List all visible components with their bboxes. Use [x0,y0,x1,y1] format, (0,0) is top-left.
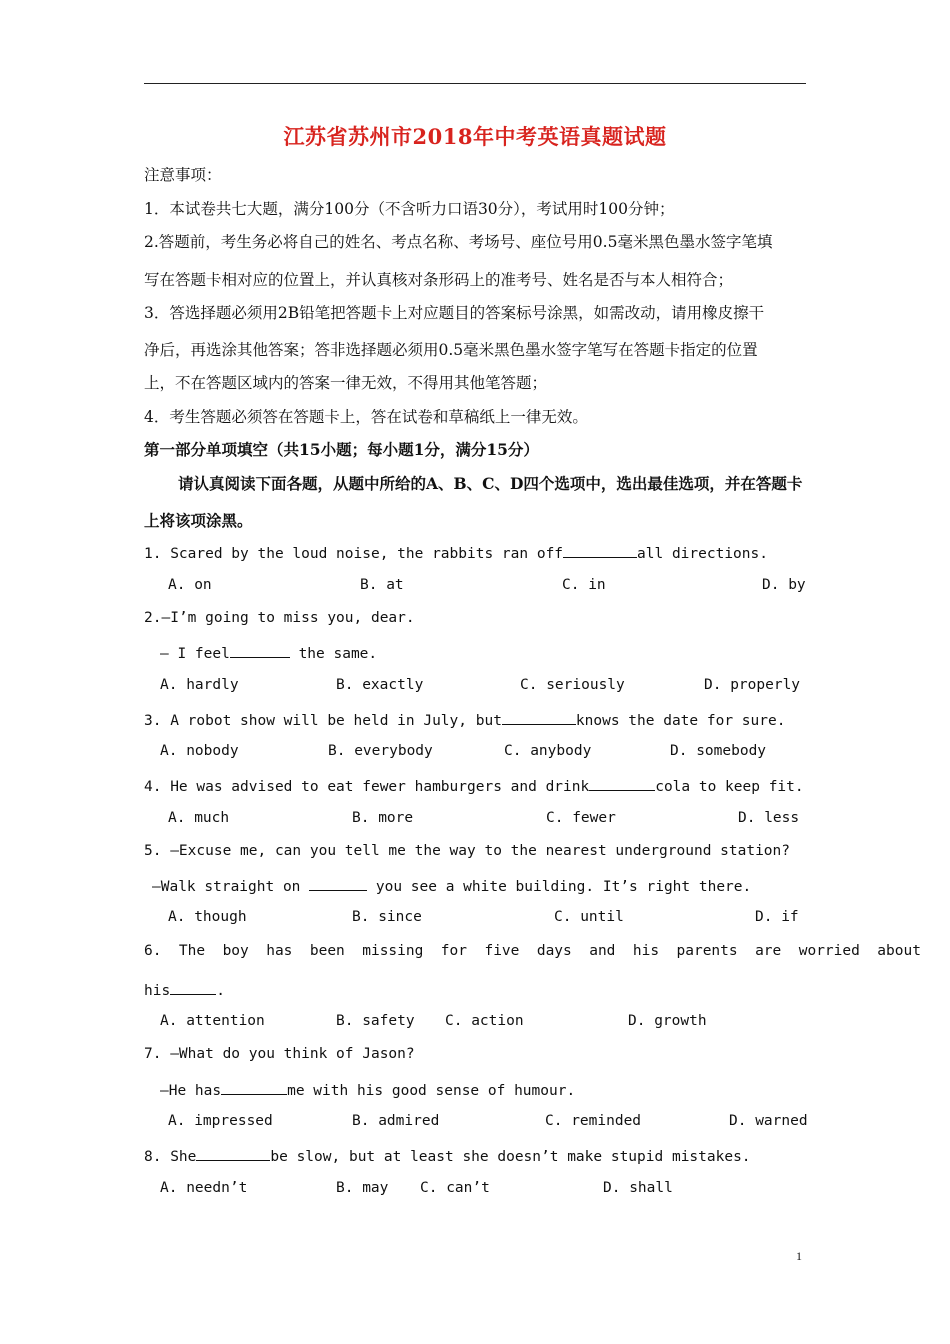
header-rule [144,83,806,84]
question-text: 6. The boy has been missing for five days and his parents are worried about [144,943,921,959]
note-line: 写在答题卡相对应的位置上，并认真核对条形码上的准考号、姓名是否与本人相符合； [144,271,734,289]
question-text: —Walk straight on [152,879,310,895]
question-2 [144,610,415,626]
note-line: 上，不在答题区域内的答案一律无效，不得用其他笔答题； [144,374,548,392]
answer-blank [196,1146,270,1161]
question-text: 3. A robot show will be held in July, but [144,713,502,729]
option-c: C. can’t [420,1180,490,1196]
question-text: 2.—I’m going to miss you, dear. [144,610,415,626]
question-8 [144,1146,751,1165]
answer-blank [170,980,216,995]
option-d: D. properly [704,677,801,693]
section-heading: 第一部分单项填空（共15小题；每小题1分，满分15分） [144,440,539,459]
question-text: 8. She [144,1149,197,1165]
question-5 [144,843,790,859]
option-d: D. warned [729,1113,808,1129]
option-a: A. hardly [160,677,239,693]
note-line: 1．本试卷共七大题，满分100分（不含听力口语30分），考试用时100分钟； [144,200,675,218]
question-text: the same. [289,646,378,662]
option-b: B. more [352,810,414,826]
question-text: all directions. [637,546,768,562]
option-a: A. much [168,810,230,826]
option-c: C. until [554,909,624,925]
option-c: C. reminded [545,1113,642,1129]
option-b: B. everybody [328,743,433,759]
option-c: C. seriously [520,677,625,693]
question-text: knows the date for sure. [575,713,786,729]
question-6 [144,943,921,959]
question-1 [144,543,768,562]
option-a: A. impressed [168,1113,273,1129]
question-2-reply [160,643,377,662]
option-a: A. on [168,577,212,593]
answer-blank [589,776,655,791]
notes-heading: 注意事项： [144,166,222,184]
answer-blank [230,643,290,658]
question-text: . [216,983,225,999]
answer-blank [502,710,576,725]
option-a: A. nobody [160,743,239,759]
option-c: C. fewer [546,810,616,826]
question-6-cont [144,980,225,999]
question-text: you see a white building. It’s right there. [367,879,752,895]
answer-blank [563,543,637,558]
question-text: me with his good sense of humour. [287,1083,576,1099]
option-b: B. exactly [336,677,424,693]
instruction-line: 请认真阅读下面各题，从题中所给的A、B、C、D四个选项中，选出最佳选项，并在答题卡 [178,474,803,493]
option-a: A. though [168,909,247,925]
question-4 [144,776,804,795]
option-c: C. anybody [504,743,592,759]
option-c: C. action [445,1013,524,1029]
question-3 [144,710,785,729]
page-title: 江苏省苏州市2018年中考英语真题试题 [283,124,667,149]
option-d: D. growth [628,1013,707,1029]
option-d: D. by [762,577,806,593]
option-b: B. may [336,1180,389,1196]
question-text: 1. Scared by the loud noise, the rabbits ran off [144,546,564,562]
note-line: 净后，再选涂其他答案；答非选择题必须用0.5毫米黑色墨水签字笔写在答题卡指定的位置 [144,341,758,359]
option-a: A. needn’t [160,1180,248,1196]
question-5-reply [152,876,751,895]
option-b: B. at [360,577,404,593]
note-line: 3．答选择题必须用2B铅笔把答题卡上对应题目的答案标号涂黑，如需改动，请用橡皮擦干 [144,304,765,322]
option-d: D. if [755,909,799,925]
answer-blank [309,876,367,891]
note-line: 2.答题前，考生务必将自己的姓名、考点名称、考场号、座位号用0.5毫米黑色墨水签字笔填 [144,233,773,251]
option-d: D. shall [603,1180,673,1196]
page-number: 1 [796,1249,802,1263]
question-7 [144,1046,415,1062]
option-c: C. in [562,577,606,593]
question-text: cola to keep fit. [655,779,804,795]
question-text: 5. —Excuse me, can you tell me the way to the nearest underground station? [144,843,791,859]
answer-blank [221,1080,287,1095]
question-text: be slow, but at least she doesn’t make stupid mistakes. [270,1149,751,1165]
question-text: —He has [160,1083,222,1099]
option-a: A. attention [160,1013,265,1029]
question-text: 7. —What do you think of Jason? [144,1046,415,1062]
option-d: D. less [738,810,800,826]
question-text: his [144,983,171,999]
option-b: B. safety [336,1013,415,1029]
question-7-reply [160,1080,575,1099]
option-b: B. admired [352,1113,440,1129]
question-text: — I feel [160,646,230,662]
note-line: 4．考生答题必须答在答题卡上，答在试卷和草稿纸上一律无效。 [144,408,588,426]
option-d: D. somebody [670,743,767,759]
option-b: B. since [352,909,422,925]
instruction-line: 上将该项涂黑。 [144,511,253,530]
question-text: 4. He was advised to eat fewer hamburgers and drink [144,779,590,795]
